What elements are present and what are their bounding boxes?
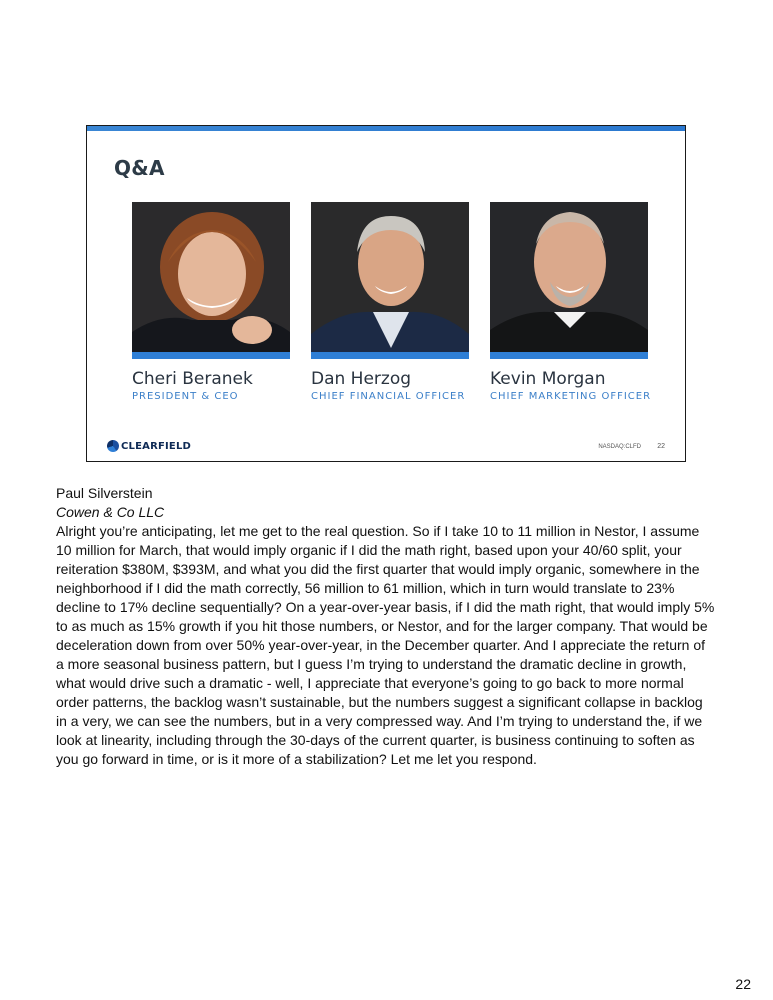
transcript-paragraph: Alright you’re anticipating, let me get to the real question. So if I take 10 to 11 million in Nestor, I assume 10 million for March, that would imply organic if I did the math right, based upon your 40/60 split, your reiteration $380M, $393M, and what you did the first quarter that would imply organic, somewhere in the neighborhood if I did the math correctly, 56 million to 61 million, which in turn would translate to 23% decline to 17% decline sequentially? On a year-over-year basis, if I did the math right, that would imply 5% to as much as 15% growth if you hit those numbers, or Nestor, and for the larger company. That would be deceleration down from over 50% year-over-year, in the December quarter. And I appreciate the return of a more seasonal business pattern, but I guess I’m trying to understand the dramatic decline in growth, what would drive such a dramatic - well, I appreciate that everyone’s going to go back to more normal order patterns, the backlog wasn’t sustainable, but the numbers suggest a significant collapse in backlog in a very, we can see the numbers, but in a very compressed way. And I’m trying to understand the, if we look at linearity, including through the 30-days of the current quarter, is business continuing to soften as you go forward in time, or is it more of a stabilization? Let me let you respond. (56, 523, 715, 767)
slide-number: 22 (657, 443, 665, 450)
photo-underline (311, 352, 469, 359)
page-number: 22 (735, 976, 751, 992)
logo-text: CLEARFIELD (121, 440, 192, 452)
slide-ticker: NASDAQ:CLFD (598, 444, 641, 450)
portrait-image (311, 202, 469, 352)
logo-mark-icon (107, 440, 119, 452)
person-name: Kevin Morgan (490, 369, 606, 389)
transcript-block (56, 484, 716, 769)
person-title: CHIEF MARKETING OFFICER (490, 391, 652, 402)
person-card-cheri-beranek (132, 202, 290, 402)
photo-kevin-morgan (490, 202, 648, 352)
slide-top-bar (87, 126, 685, 131)
photo-dan-herzog (311, 202, 469, 352)
person-name: Dan Herzog (311, 369, 412, 389)
person-title: PRESIDENT & CEO (132, 391, 239, 402)
clearfield-logo (107, 438, 191, 454)
photo-cheri-beranek (132, 202, 290, 352)
speaker-organization: Cowen & Co LLC (56, 504, 165, 520)
speaker-name: Paul Silverstein (56, 485, 153, 501)
portrait-image (490, 202, 648, 352)
person-card-kevin-morgan (490, 202, 652, 402)
photo-underline (490, 352, 648, 359)
person-name: Cheri Beranek (132, 369, 253, 389)
photo-underline (132, 352, 290, 359)
slide (86, 125, 686, 462)
person-card-dan-herzog (311, 202, 469, 402)
person-title: CHIEF FINANCIAL OFFICER (311, 391, 466, 402)
portrait-image (132, 202, 290, 352)
slide-title: Q&A (114, 156, 165, 180)
